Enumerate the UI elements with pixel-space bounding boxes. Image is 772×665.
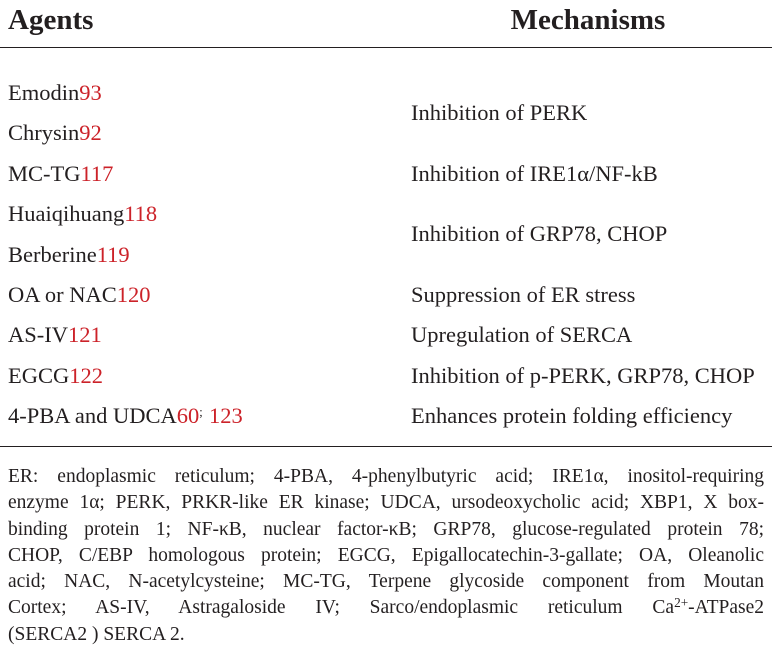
footnote-line: CHOP, C/EBP homologous protein; EGCG, Epigallocatechin-3-gallate; OA, Oleanolic [8,544,764,566]
agent-name: Huaiqihuang [8,201,125,227]
reference-link[interactable]: 123 [209,403,243,429]
table-footnote [8,464,764,648]
agent-cell [0,275,403,315]
agent-name: Chrysin [8,120,80,146]
agent-cell [0,154,403,194]
table-bottom-rule [0,446,772,447]
mechanism-cell: Inhibition of p-PERK, GRP78, CHOP [411,362,755,388]
reference-link[interactable]: 120 [116,281,151,307]
footnote-text: -ATPase2 [688,597,764,619]
column-header-mechanisms: Mechanisms [510,4,666,36]
column-header-agents: Agents [8,4,94,36]
agent-cell [0,194,403,234]
calcium-charge-superscript: 2+ [674,595,689,611]
agent-name: EGCG [8,362,70,388]
agent-name: AS-IV [8,322,68,348]
reference-link[interactable]: 121 [68,322,102,348]
agent-cell [0,73,403,113]
mechanism-cell: Suppression of ER stress [411,281,636,307]
reference-link[interactable]: 117 [80,160,114,186]
footnote-line: acid; NAC, N-acetylcysteine; MC-TG, Terpene glycoside component from Moutan [8,571,764,593]
mechanism-cell: Enhances protein folding efficiency [411,403,733,429]
footnote-line: (SERCA2 ) SERCA 2. [8,623,185,645]
reference-link[interactable]: 118 [124,201,158,227]
table-header-row [0,0,772,48]
footnote-line: enzyme 1α; PERK, PRKR-like ER kinase; UDCA, ursodeoxycholic acid; XBP1, X box- [8,492,764,514]
agent-name: Emodin [8,80,80,105]
footnote-line: ER: endoplasmic reticulum; 4-PBA, 4-phenylbutyric acid; IRE1α, inositol-requiring [8,466,764,487]
reference-link[interactable]: 119 [96,241,130,267]
footnote-text: Cortex; AS-IV, Astragaloside IV; Sarco/endoplasmic reticulum Ca [8,597,675,619]
agent-cell [0,356,403,396]
reference-separator: ; [199,405,203,420]
table-body [0,73,772,437]
agent-name: MC-TG [8,160,81,186]
agent-name: OA or NAC [8,281,117,307]
footnote-line [8,595,764,621]
agent-cell [0,396,403,436]
agent-cell [0,315,403,355]
mechanism-cell: Upregulation of SERCA [411,322,633,348]
mechanism-cell: Inhibition of GRP78, CHOP [411,221,668,247]
agent-name: 4-PBA and UDCA [8,403,177,429]
reference-link[interactable]: 93 [79,80,102,105]
agent-name: Berberine [8,241,97,267]
mechanism-cell: Inhibition of PERK [411,100,588,125]
reference-link[interactable]: 122 [69,362,103,388]
reference-link[interactable]: 60 [176,403,200,429]
agent-cell [0,113,403,153]
mechanism-cell: Inhibition of IRE1α/NF-kB [411,160,658,186]
footnote-line: binding protein 1; NF-κB, nuclear factor-κB; GRP78, glucose-regulated protein 78; [8,518,764,540]
reference-link[interactable]: 92 [79,120,102,146]
agent-cell [0,235,403,275]
